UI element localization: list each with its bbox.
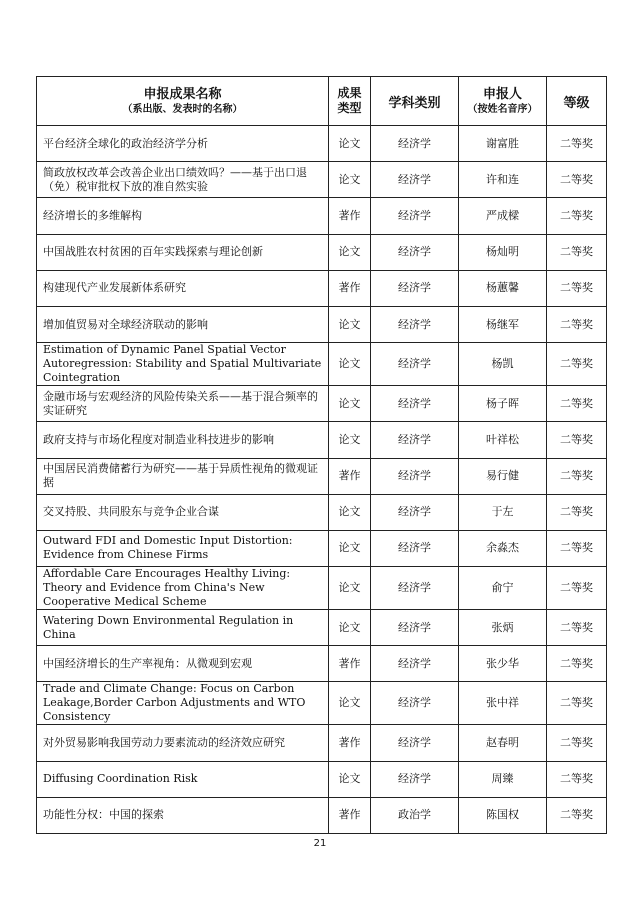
cell-grade: 二等奖	[547, 126, 607, 162]
cell-discipline: 经济学	[371, 494, 459, 530]
cell-grade: 二等奖	[547, 494, 607, 530]
cell-discipline: 经济学	[371, 725, 459, 761]
cell-applicant: 杨继军	[459, 306, 547, 342]
header-grade-label: 等级	[563, 95, 590, 111]
table-row	[37, 422, 607, 458]
cell-discipline: 经济学	[371, 126, 459, 162]
table-row	[37, 162, 607, 198]
table-header-row	[37, 77, 607, 126]
cell-applicant: 张中祥	[459, 682, 547, 725]
cell-title: 增加值贸易对全球经济联动的影响	[37, 306, 329, 342]
cell-grade: 二等奖	[547, 646, 607, 682]
cell-discipline: 经济学	[371, 530, 459, 566]
cell-discipline: 经济学	[371, 646, 459, 682]
cell-title: Estimation of Dynamic Panel Spatial Vector Autoregression: Stability and Spatial Multivariate Cointegration	[37, 343, 329, 386]
cell-grade: 二等奖	[547, 198, 607, 234]
header-discipline-label: 学科类别	[388, 95, 441, 111]
table-row	[37, 530, 607, 566]
cell-discipline: 经济学	[371, 567, 459, 610]
table-row	[37, 761, 607, 797]
cell-discipline: 经济学	[371, 422, 459, 458]
header-discipline	[371, 77, 459, 126]
table-row	[37, 797, 607, 833]
cell-title: Watering Down Environmental Regulation in China	[37, 610, 329, 646]
cell-title: Trade and Climate Change: Focus on Carbon Leakage,Border Carbon Adjustments and WTO Consistency	[37, 682, 329, 725]
table-row	[37, 725, 607, 761]
cell-applicant: 谢富胜	[459, 126, 547, 162]
page-number: 21	[313, 838, 327, 849]
cell-title: 对外贸易影响我国劳动力要素流动的经济效应研究	[37, 725, 329, 761]
cell-grade: 二等奖	[547, 306, 607, 342]
table-row	[37, 646, 607, 682]
cell-type: 著作	[329, 725, 371, 761]
cell-applicant: 易行健	[459, 458, 547, 494]
cell-title: 中国战胜农村贫困的百年实践探索与理论创新	[37, 234, 329, 270]
cell-type: 论文	[329, 386, 371, 422]
cell-discipline: 经济学	[371, 234, 459, 270]
cell-discipline: 经济学	[371, 682, 459, 725]
cell-title: Diffusing Coordination Risk	[37, 761, 329, 797]
table-row	[37, 610, 607, 646]
cell-type: 论文	[329, 530, 371, 566]
cell-discipline: 政治学	[371, 797, 459, 833]
header-grade	[547, 77, 607, 126]
cell-grade: 二等奖	[547, 422, 607, 458]
cell-applicant: 周臻	[459, 761, 547, 797]
header-applicant-main: 申报人	[482, 86, 522, 102]
header-applicant	[459, 77, 547, 126]
cell-title: 简政放权改革会改善企业出口绩效吗？——基于出口退（免）税审批权下放的准自然实验	[37, 162, 329, 198]
award-table	[36, 76, 607, 834]
table-row	[37, 270, 607, 306]
cell-discipline: 经济学	[371, 343, 459, 386]
cell-title: 交叉持股、共同股东与竞争企业合谋	[37, 494, 329, 530]
cell-title: 金融市场与宏观经济的风险传染关系——基于混合频率的实证研究	[37, 386, 329, 422]
table-row	[37, 567, 607, 610]
cell-discipline: 经济学	[371, 162, 459, 198]
cell-applicant: 余淼杰	[459, 530, 547, 566]
cell-applicant: 叶祥松	[459, 422, 547, 458]
cell-title: 功能性分权：中国的探索	[37, 797, 329, 833]
header-title	[37, 77, 329, 126]
cell-applicant: 俞宁	[459, 567, 547, 610]
table-row	[37, 198, 607, 234]
table-row	[37, 458, 607, 494]
cell-type: 论文	[329, 306, 371, 342]
cell-type: 著作	[329, 646, 371, 682]
cell-grade: 二等奖	[547, 725, 607, 761]
cell-type: 著作	[329, 198, 371, 234]
header-type-line2: 类型	[337, 101, 362, 115]
cell-title: 中国居民消费储蓄行为研究——基于异质性视角的微观证据	[37, 458, 329, 494]
cell-type: 论文	[329, 567, 371, 610]
cell-grade: 二等奖	[547, 610, 607, 646]
cell-applicant: 杨蕙馨	[459, 270, 547, 306]
table-row	[37, 343, 607, 386]
cell-applicant: 于左	[459, 494, 547, 530]
cell-grade: 二等奖	[547, 682, 607, 725]
cell-applicant: 严成樑	[459, 198, 547, 234]
award-table-body	[37, 126, 607, 834]
header-title-main: 申报成果名称	[143, 86, 222, 102]
cell-grade: 二等奖	[547, 234, 607, 270]
cell-type: 著作	[329, 797, 371, 833]
table-row	[37, 306, 607, 342]
cell-applicant: 杨灿明	[459, 234, 547, 270]
cell-type: 论文	[329, 610, 371, 646]
cell-applicant: 陈国权	[459, 797, 547, 833]
table-row	[37, 682, 607, 725]
cell-applicant: 张少华	[459, 646, 547, 682]
cell-title: 构建现代产业发展新体系研究	[37, 270, 329, 306]
cell-grade: 二等奖	[547, 761, 607, 797]
cell-grade: 二等奖	[547, 386, 607, 422]
cell-grade: 二等奖	[547, 530, 607, 566]
cell-type: 著作	[329, 270, 371, 306]
cell-discipline: 经济学	[371, 270, 459, 306]
cell-title: Outward FDI and Domestic Input Distortion: Evidence from Chinese Firms	[37, 530, 329, 566]
cell-title: 经济增长的多维解构	[37, 198, 329, 234]
cell-discipline: 经济学	[371, 610, 459, 646]
cell-applicant: 许和连	[459, 162, 547, 198]
cell-discipline: 经济学	[371, 458, 459, 494]
cell-type: 论文	[329, 126, 371, 162]
cell-title: 平台经济全球化的政治经济学分析	[37, 126, 329, 162]
cell-type: 论文	[329, 234, 371, 270]
cell-type: 论文	[329, 422, 371, 458]
cell-type: 论文	[329, 682, 371, 725]
cell-grade: 二等奖	[547, 343, 607, 386]
table-row	[37, 494, 607, 530]
header-type-line1: 成果	[337, 86, 362, 100]
table-row	[37, 234, 607, 270]
cell-grade: 二等奖	[547, 797, 607, 833]
cell-type: 论文	[329, 162, 371, 198]
cell-grade: 二等奖	[547, 162, 607, 198]
header-applicant-sub: （按姓名音序）	[467, 103, 538, 115]
cell-applicant: 张炳	[459, 610, 547, 646]
table-row	[37, 126, 607, 162]
header-title-sub: （系出版、发表时的名称）	[122, 103, 243, 115]
cell-type: 论文	[329, 761, 371, 797]
cell-discipline: 经济学	[371, 761, 459, 797]
cell-discipline: 经济学	[371, 306, 459, 342]
header-type	[329, 77, 371, 126]
cell-title: Affordable Care Encourages Healthy Living: Theory and Evidence from China's New Cooperative Medical Scheme	[37, 567, 329, 610]
cell-applicant: 赵春明	[459, 725, 547, 761]
cell-grade: 二等奖	[547, 270, 607, 306]
cell-title: 政府支持与市场化程度对制造业科技进步的影响	[37, 422, 329, 458]
cell-discipline: 经济学	[371, 198, 459, 234]
cell-title: 中国经济增长的生产率视角：从微观到宏观	[37, 646, 329, 682]
cell-type: 论文	[329, 343, 371, 386]
cell-applicant: 杨凯	[459, 343, 547, 386]
cell-type: 著作	[329, 458, 371, 494]
cell-discipline: 经济学	[371, 386, 459, 422]
cell-type: 论文	[329, 494, 371, 530]
cell-applicant: 杨子晖	[459, 386, 547, 422]
cell-grade: 二等奖	[547, 567, 607, 610]
cell-grade: 二等奖	[547, 458, 607, 494]
table-row	[37, 386, 607, 422]
